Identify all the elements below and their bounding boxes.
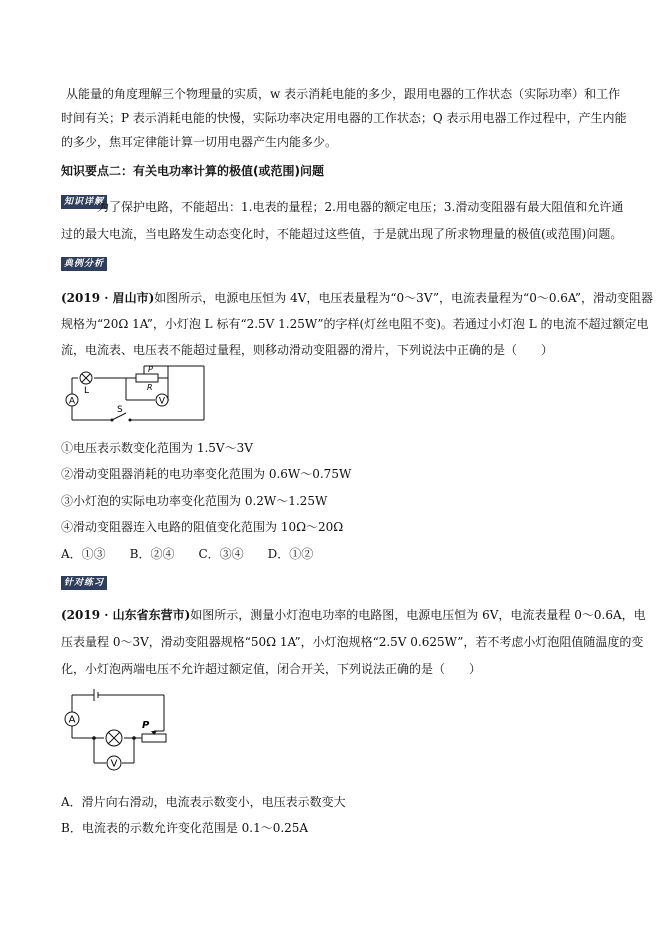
voltmeter-label-1: V [158,396,166,407]
problem2-line-1 [61,607,646,623]
knowledge-line-1: 为了保护电路，不能超出：1.电表的量程；2.用电器的额定电压；3.滑动变阻器有最大阻值和允许通 [97,200,624,214]
problem2-line-3: 化，小灯泡两端电压不允许超过额定值，闭合开关，下列说法正确的是（ ） [61,662,482,676]
problem1-text-1: 如图所示，电源电压恒为 4V，电压表量程为“0～3V”，电流表量程为“0～0.6A”，滑动变阻器 [154,291,653,305]
problem1-line-2: 规格为“20Ω 1A”，小灯泡 L 标有“2.5V 1.25W”的字样(灯丝电阻不变)。若通过小灯泡 L 的电流不超过额定电 [61,317,649,331]
problem1-option-4: ④滑动变阻器连入电路的阻值变化范围为 10Ω～20Ω [61,520,344,534]
problem1-answers: A．①③ B．②④ C．③④ D．①② [61,547,314,561]
slider-label-1: P [148,365,153,374]
problem1-option-1: ①电压表示数变化范围为 1.5V～3V [61,441,253,455]
problem2-choice-b: B．电流表的示数允许变化范围是 0.1～0.25A [61,821,309,835]
example-badge: 典例分析 [61,257,107,271]
problem1-source: (2019 · 眉山市) [61,291,155,305]
rheostat-label: R [147,383,153,392]
voltmeter-label-2: V [110,758,118,770]
intro-line-2: 时间有关；P 表示消耗电能的快慢，实际功率决定用电器的工作状态；Q 表示用电器工作过程中，产生内能 [61,111,627,125]
section-heading: 知识要点二：有关电功率计算的极值(或范围)问题 [61,164,324,178]
intro-line-3: 的多少，焦耳定律能计算一切用电器产生内能多少。 [61,135,338,149]
problem1-option-2: ②滑动变阻器消耗的电功率变化范围为 0.6W～0.75W [61,467,352,481]
problem2-source: (2019 · 山东省东营市) [61,608,191,622]
knowledge-badge: 知识详解 [61,195,107,209]
switch-label: S [117,405,123,415]
intro-line-1: 从能量的角度理解三个物理量的实质，w 表示消耗电能的多少，跟用电器的工作状态（实际功率）和工作 [66,87,621,101]
ammeter-label-1: A [68,396,76,407]
knowledge-line-2: 过的最大电流，当电路发生动态变化时，不能超过这些值，于是就出现了所求物理量的极值(或范围)问题。 [61,227,623,241]
ammeter-label-2: A [68,714,76,726]
problem2-line-2: 压表量程 0～3V，滑动变阻器规格“50Ω 1A”，小灯泡规格“2.5V 0.625W”，若不考虑小灯泡阻值随温度的变 [61,635,644,649]
circuit-diagram-2 [60,683,180,775]
practice-badge: 针对练习 [61,576,107,590]
lamp-label: L [84,386,90,396]
circuit-diagram-1 [64,358,214,430]
problem1-option-3: ③小灯泡的实际电功率变化范围为 0.2W～1.25W [61,494,328,508]
problem1-line-3: 流，电流表、电压表不能超过量程，则移动滑动变阻器的滑片，下列说法中正确的是（ ） [61,343,554,357]
problem2-text-1: 如图所示，测量小灯泡电功率的电路图，电源电压恒为 6V，电流表量程 0～0.6A，电 [190,608,646,622]
slider-label-2: P [142,720,150,731]
problem2-choice-a: A．滑片向右滑动，电流表示数变小，电压表示数变大 [61,795,346,809]
problem1-line-1 [61,290,653,306]
